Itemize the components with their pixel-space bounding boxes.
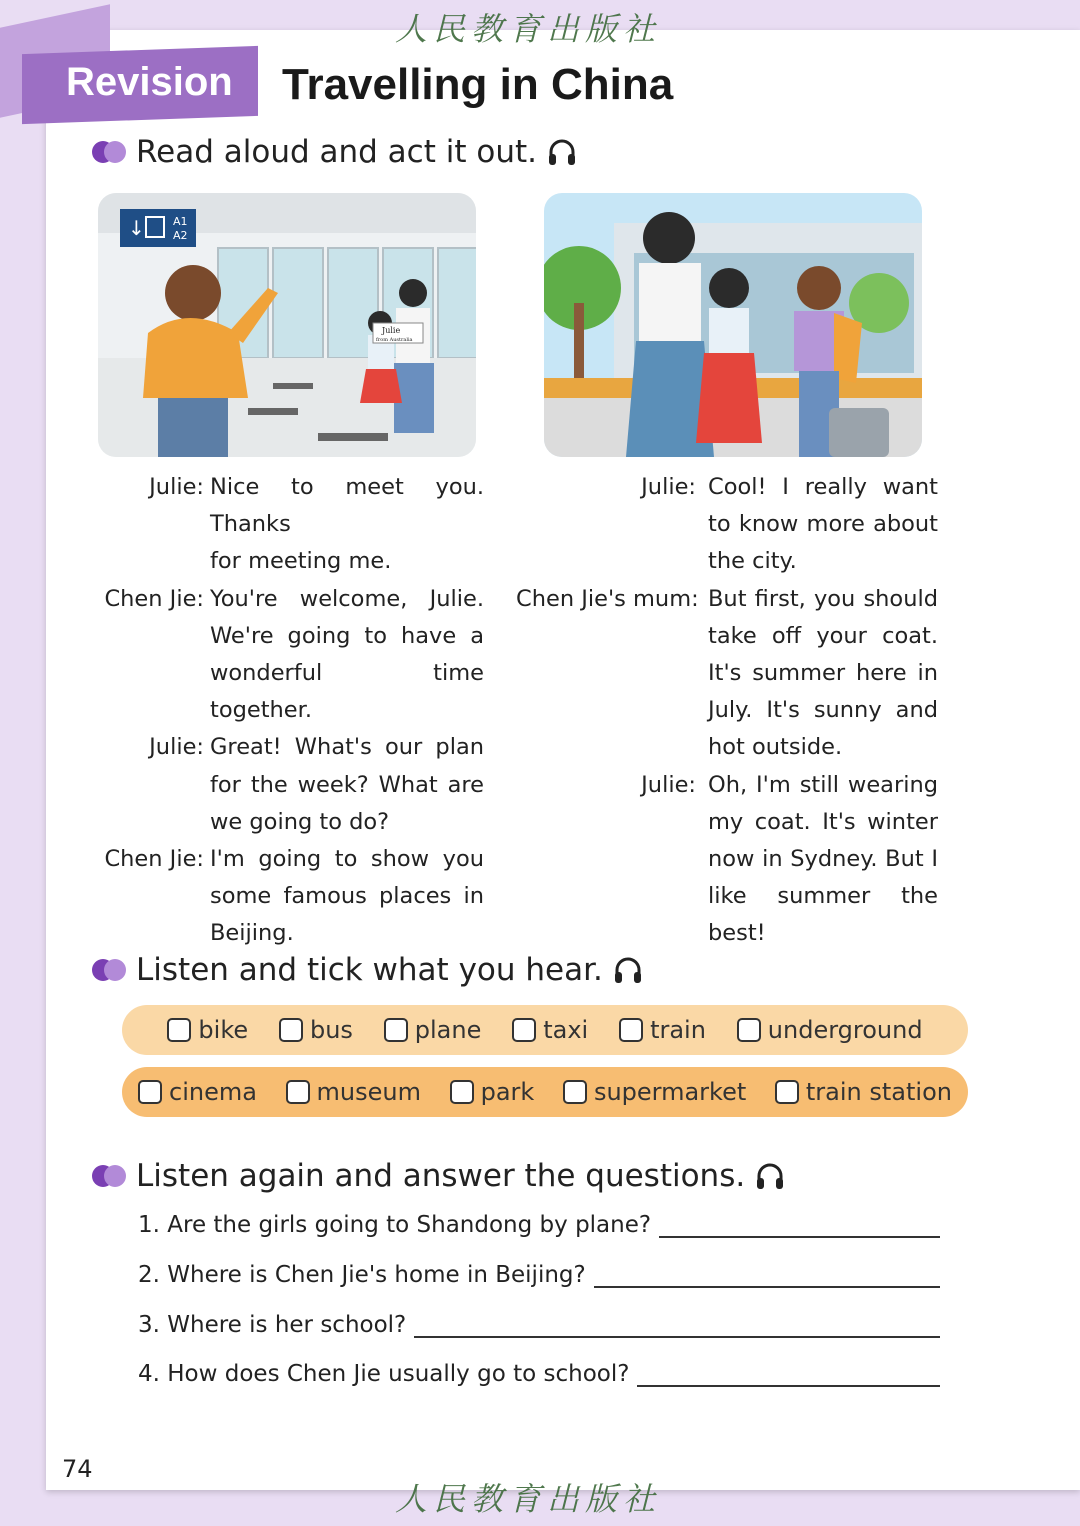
speaker-label: Julie: (149, 474, 204, 500)
page-number: 74 (62, 1455, 93, 1483)
dialogue-line: take off your coat. (708, 622, 938, 649)
answer-blank[interactable] (659, 1216, 940, 1238)
dialogue-line: my coat. It's winter (708, 808, 938, 835)
option-bus[interactable]: bus (279, 1016, 353, 1044)
section-read-aloud (92, 134, 577, 170)
question-1: 1. Are the girls going to Shandong by plane? (138, 1212, 940, 1238)
option-underground[interactable]: underground (737, 1016, 923, 1044)
option-plane[interactable]: plane (384, 1016, 482, 1044)
dialogue-line: Nice to meet you. Thanks (210, 474, 484, 538)
dialogue-line: to know more about (708, 511, 938, 538)
checkbox[interactable] (775, 1080, 799, 1104)
answer-blank[interactable] (414, 1316, 940, 1338)
dialogue-line: we going to do? (210, 808, 390, 835)
dialogue-line: like summer the best! (708, 883, 938, 947)
speaker-label: Julie: (641, 771, 696, 798)
question-2: 2. Where is Chen Jie's home in Beijing? (138, 1262, 940, 1288)
headphones-icon[interactable] (613, 955, 643, 985)
dialogue-line: It's summer here in (708, 660, 938, 687)
checkbox[interactable] (167, 1018, 191, 1042)
dialogue-line: Great! What's our plan (210, 734, 484, 761)
checkbox[interactable] (384, 1018, 408, 1042)
dialogue-line: Oh, I'm still wearing (708, 771, 938, 798)
checkbox[interactable] (450, 1080, 474, 1104)
page-title: Travelling in China (282, 60, 674, 109)
dialogue-line: I'm going to show you (210, 846, 484, 873)
checkbox[interactable] (279, 1018, 303, 1042)
section-listen-tick (92, 952, 643, 988)
headphones-icon[interactable] (547, 137, 577, 167)
dialogue-line: hot outside. (708, 734, 843, 761)
question-3: 3. Where is her school? (138, 1312, 940, 1338)
publisher-watermark-top: 人民教育出版社 (395, 10, 662, 48)
section-heading: Listen again and answer the questions. (136, 1158, 746, 1194)
illustration-outside-airport (544, 193, 922, 457)
gate-sign-a2: A2 (173, 229, 188, 242)
option-supermarket[interactable]: supermarket (563, 1078, 746, 1106)
speaker-label: Julie: (149, 734, 204, 761)
bullet-icon (92, 141, 126, 163)
options-row-transport (122, 1005, 968, 1055)
dialogue-line: But first, you should (708, 585, 938, 612)
headphones-icon[interactable] (755, 1161, 785, 1191)
dialogue-line: We're going to have a (210, 622, 484, 649)
name-card-name: Julie (382, 326, 401, 335)
option-train[interactable]: train (619, 1016, 706, 1044)
answer-blank[interactable] (637, 1365, 940, 1387)
bullet-icon (92, 1165, 126, 1187)
dialogue-right (516, 469, 938, 953)
checkbox[interactable] (512, 1018, 536, 1042)
speaker-label: Chen Jie: (104, 585, 204, 612)
dialogue-line: now in Sydney. But I (708, 846, 938, 873)
publisher-watermark-bottom: 人民教育出版社 (395, 1480, 662, 1518)
options-row-places (122, 1067, 968, 1117)
bullet-icon (92, 959, 126, 981)
dialogue-line: wonderful time together. (210, 660, 484, 724)
section-heading: Read aloud and act it out. (136, 134, 537, 170)
option-train-station[interactable]: train station (775, 1078, 952, 1106)
option-park[interactable]: park (450, 1078, 535, 1106)
dialogue-line: for the week? What are (210, 771, 484, 798)
dialogue-line: some famous places in (210, 883, 484, 910)
dialogue-line: for meeting me. (210, 548, 392, 575)
option-bike[interactable]: bike (167, 1016, 248, 1044)
dialogue-line: Cool! I really want (708, 474, 938, 500)
revision-label: Revision (66, 60, 233, 104)
checkbox[interactable] (563, 1080, 587, 1104)
option-museum[interactable]: museum (286, 1078, 421, 1106)
dialogue-line: July. It's sunny and (708, 697, 938, 724)
dialogue-line: the city. (708, 548, 797, 575)
checkbox[interactable] (138, 1080, 162, 1104)
illustration-airport-arrival (98, 193, 476, 457)
gate-sign-a1: A1 (173, 215, 188, 228)
name-card-origin: from Australia (376, 337, 413, 343)
option-cinema[interactable]: cinema (138, 1078, 257, 1106)
dialogue-line: You're welcome, Julie. (210, 585, 484, 612)
section-heading: Listen and tick what you hear. (136, 952, 603, 988)
dialogue-left (100, 469, 484, 953)
speaker-label: Julie: (641, 474, 696, 500)
speaker-label: Chen Jie: (104, 846, 204, 873)
checkbox[interactable] (286, 1080, 310, 1104)
answer-blank[interactable] (594, 1266, 940, 1288)
question-4: 4. How does Chen Jie usually go to school? (138, 1361, 940, 1387)
section-answer-questions (92, 1158, 785, 1194)
checkbox[interactable] (737, 1018, 761, 1042)
checkbox[interactable] (619, 1018, 643, 1042)
svg-text:↓: ↓ (128, 216, 145, 240)
speaker-label: Chen Jie's mum: (516, 585, 699, 612)
dialogue-line: Beijing. (210, 920, 294, 947)
option-taxi[interactable]: taxi (512, 1016, 588, 1044)
